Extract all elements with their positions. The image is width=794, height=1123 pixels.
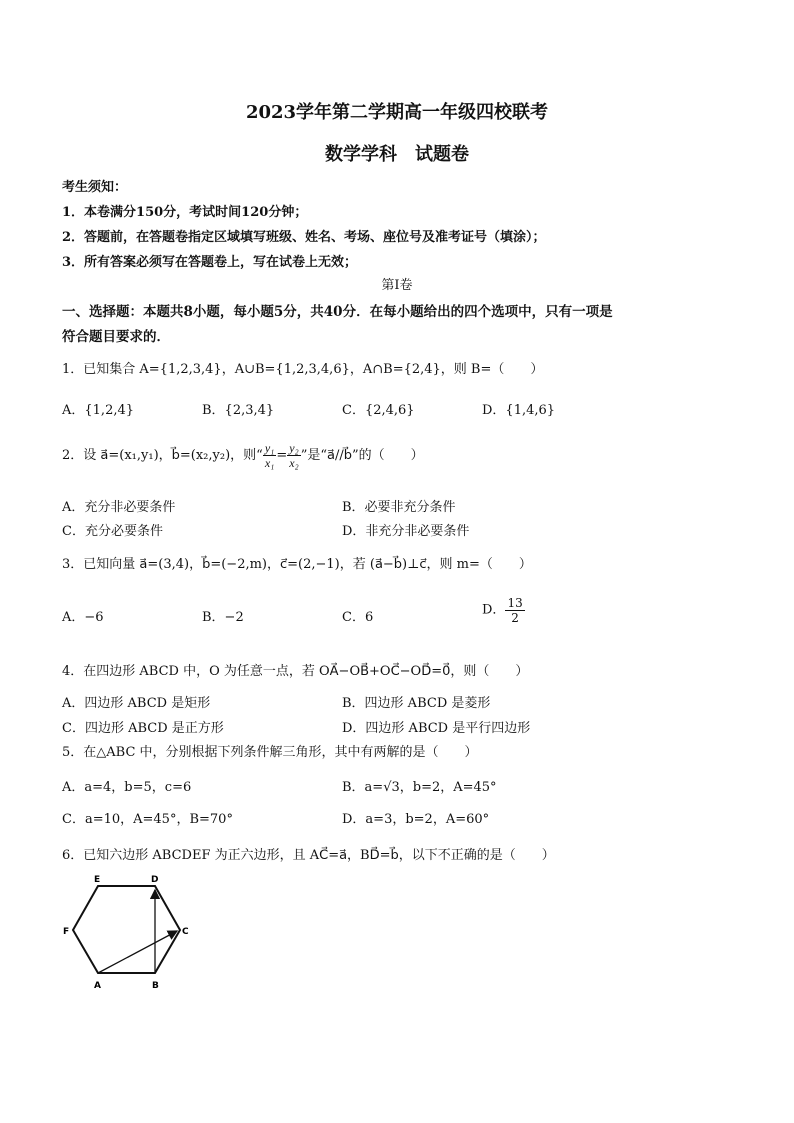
vertex-label-d: D [151,875,159,885]
section-heading-line2: 符合题目要求的． [62,329,170,345]
vertex-label-e: E [94,875,101,885]
question-4-option-d: D．四边形 ABCD 是平行四边形 [342,721,531,736]
vertex-label-f: F [63,927,70,937]
notice-heading: 考生须知： [62,180,128,195]
question-5-option-b: B．a=√3，b=2，A=45° [342,780,497,795]
fraction-denominator: x₁ [264,456,275,470]
fraction-denominator: 2 [511,611,519,625]
question-6-stem: 6．已知六边形 ABCDEF 为正六边形，且 AC⃗=a⃗，BD⃗=b⃗，以下不正确的是（ ） [62,848,555,863]
fraction-13-2 [505,596,524,625]
volume-label: 第Ⅰ卷 [381,278,413,293]
question-2-stem [62,441,424,470]
notice-item-2: 2．答题前，在答题卷指定区域填写班级、姓名、考场、座位号及准考证号（填涂）； [62,230,546,245]
question-5-option-d: D．a=3，b=2，A=60° [342,812,490,827]
question-2-option-a: A．充分非必要条件 [62,500,176,515]
question-4-option-b: B．四边形 ABCD 是菱形 [342,696,491,711]
question-2-stem-prefix: 2．设 a⃗=(x₁,y₁)，b⃗=(x₂,y₂)，则“ [62,448,263,463]
question-1-option-d: D．{1,4,6} [482,403,556,418]
question-3-option-d [482,596,525,625]
section-heading-line1: 一、选择题：本题共8小题，每小题5分，共40分．在每小题给出的四个选项中，只有一项是 [62,304,613,320]
fraction-numerator: 13 [507,596,523,610]
question-3-stem: 3．已知向量 a⃗=(3,4)，b⃗=(−2,m)，c⃗=(2,−1)，若 (a⃗−b⃗)⊥c⃗，则 m=（ ） [62,557,532,572]
question-2-option-d: D．非充分非必要条件 [342,524,470,539]
option-d-label: D． [482,602,506,618]
question-3-option-c: C．6 [342,610,374,625]
question-4-option-a: A．四边形 ABCD 是矩形 [62,696,211,711]
question-3-option-a: A．−6 [62,610,104,625]
question-2-option-c: C．充分必要条件 [62,524,163,539]
question-5-option-c: C．a=10，A=45°，B=70° [62,812,233,827]
fraction-denominator: x₂ [289,456,299,470]
question-3-option-b: B．−2 [202,610,244,625]
vertex-label-a: A [94,981,101,991]
question-4-stem: 4．在四边形 ABCD 中，O 为任意一点，若 OA⃗−OB⃗+OC⃗−OD⃗=0⃗，则（ ） [62,664,529,679]
question-2-stem-suffix: ”是“a⃗//b⃗”的（ ） [300,448,424,463]
question-5-stem: 5．在△ABC 中，分别根据下列条件解三角形，其中有两解的是（ ） [62,745,478,760]
question-1-option-a: A．{1,2,4} [62,403,135,418]
question-1-option-c: C．{2,4,6} [342,403,415,418]
question-2-option-b: B．必要非充分条件 [342,500,456,515]
fraction-numerator: y₁ [264,441,275,455]
fraction-y1-x1 [263,441,277,470]
fraction-y2-x2 [287,441,301,470]
notice-item-1: 1．本卷满分150分，考试时间120分钟； [62,205,308,220]
question-5-option-a: A．a=4，b=5，c=6 [62,780,192,795]
vertex-label-c: C [182,927,189,937]
hexagon-outline [73,886,180,973]
question-4-option-c: C．四边形 ABCD 是正方形 [62,721,224,736]
exam-subtitle: 数学学科 试题卷 [325,144,469,165]
exam-title: 2023学年第二学期高一年级四校联考 [245,102,549,123]
fraction-numerator: y₂ [289,441,299,455]
vector-ac-arrow [98,931,177,973]
vertex-label-b: B [152,981,159,991]
question-1-option-b: B．{2,3,4} [202,403,275,418]
equals-sign: = [276,448,288,463]
hexagon-figure [60,870,200,995]
notice-item-3: 3．所有答案必须写在答题卷上，写在试卷上无效； [62,255,358,270]
question-1-stem: 1．已知集合 A={1,2,3,4}，A∪B={1,2,3,4,6}，A∩B={2,4}，则 B=（ ） [62,362,544,377]
